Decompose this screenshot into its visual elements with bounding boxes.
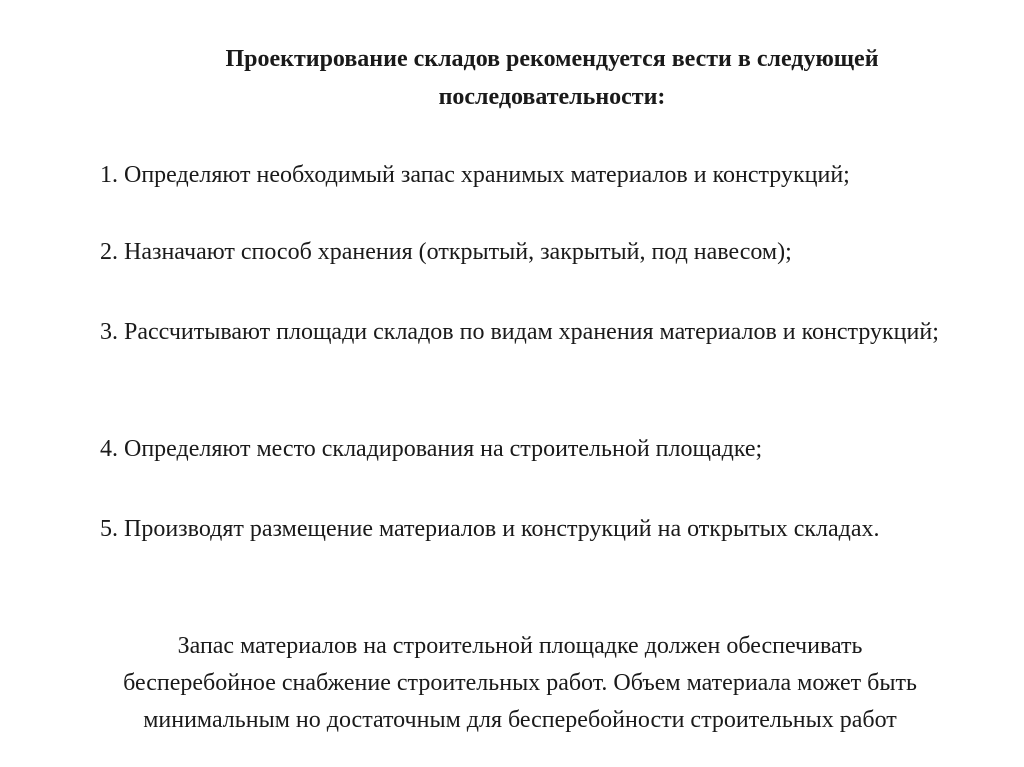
title-line-1: Проектирование складов рекомендуется вести в следующей (225, 46, 879, 72)
page-title (100, 40, 1004, 116)
step-4: 4. Определяют место складирования на строительной площадке; (100, 436, 763, 462)
summary-line-1: Запас материалов на строительной площадке должен обеспечивать (177, 633, 863, 659)
step-2: 2. Назначают способ хранения (открытый, закрытый, под навесом); (100, 239, 792, 265)
summary-line-2: бесперебойное снабжение строительных работ. Объем материала может быть (123, 670, 917, 696)
summary-line-3: минимальным но достаточным для бесперебойности строительных работ (143, 707, 897, 733)
step-5: 5. Производят размещение материалов и конструкций на открытых складах. (100, 516, 880, 542)
summary-paragraph (40, 628, 1000, 739)
step-3: 3. Рассчитывают площади складов по видам хранения материалов и конструкций; (100, 319, 939, 345)
title-line-2: последовательности: (438, 84, 666, 110)
step-1: 1. Определяют необходимый запас хранимых материалов и конструкций; (100, 162, 850, 188)
